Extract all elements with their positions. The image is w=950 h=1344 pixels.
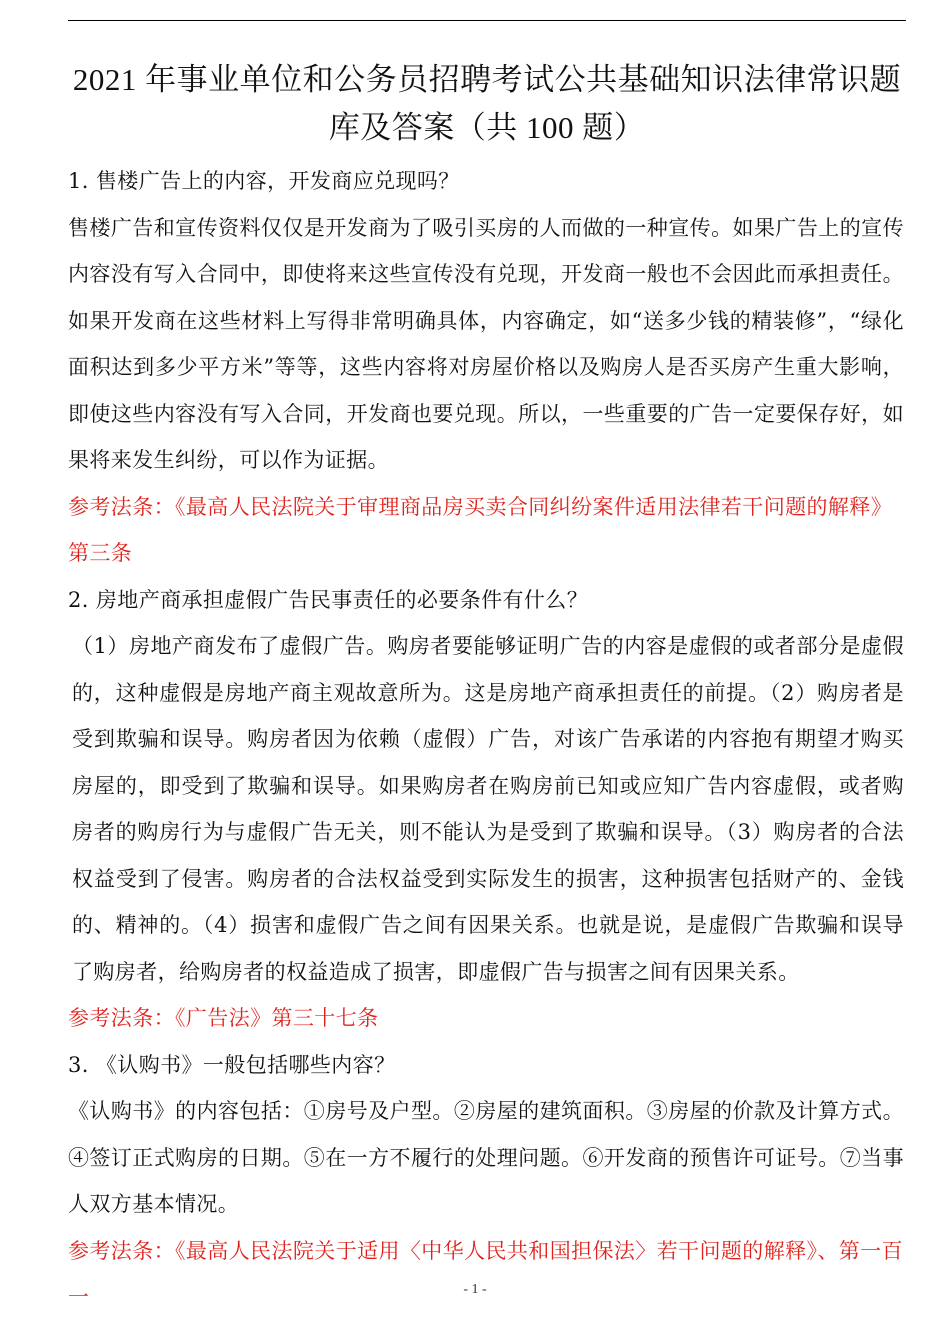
reference-law: 参考法条：《最高人民法院关于审理商品房买卖合同纠纷案件适用法律若干问题的解释》第三条: [68, 494, 893, 565]
title-line-1: 2021 年事业单位和公务员招聘考试公共基础知识法律常识题: [72, 62, 902, 97]
reference-law: 参考法条：《最高人民法院关于适用〈中华人民共和国担保法〉若干问题的解释》、第一百一: [68, 1238, 903, 1309]
page-number: - 1 -: [463, 1282, 487, 1297]
qa-item: [68, 1042, 904, 1321]
qa-item: [68, 577, 904, 1042]
question-text: 2. 房地产商承担虚假广告民事责任的必要条件有什么？: [68, 587, 589, 612]
document-body: [68, 158, 904, 1321]
reference-law: 参考法条：《广告法》第三十七条: [68, 1006, 379, 1030]
header-rule: [68, 20, 906, 21]
title-line-2: 库及答案（共 100 题）: [328, 110, 646, 145]
question-text: 3. 《认购书》一般包括哪些内容？: [68, 1052, 396, 1077]
qa-item: [68, 158, 904, 577]
document-title: [68, 56, 906, 152]
answer-text: 《认购书》的内容包括：①房号及户型。②房屋的建筑面积。③房屋的价款及计算方式。④签订正式购房的日期。⑤在一方不履行的处理问题。⑥开发商的预售许可证号。⑦当事人双方基本情况。: [68, 1099, 904, 1216]
question-text: 1. 售楼广告上的内容，开发商应兑现吗？: [68, 169, 460, 193]
answer-text: 售楼广告和宣传资料仅仅是开发商为了吸引买房的人而做的一种宣传。如果广告上的宣传内容没有写入合同中，即使将来这些宣传没有兑现，开发商一般也不会因此而承担责任。如果开发商在这些材料上写得非常明确具体，内容确定，如“送多少钱的精装修”，“绿化面积达到多少平方米”等等，这些内容将对房屋价格以及购房人是否买房产生重大影响，即使这些内容没有写入合同，开发商也要兑现。所以，一些重要的广告一定要保存好，如果将来发生纠纷，可以作为证据。: [68, 215, 904, 472]
answer-text: （1）房地产商发布了虚假广告。购房者要能够证明广告的内容是虚假的或者部分是虚假的，这种虚假是房地产商主观故意所为。这是房地产商承担责任的前提。（2）购房者是受到欺骗和误导。购房者因为依赖（虚假）广告，对该广告承诺的内容抱有期望才购买房屋的，即受到了欺骗和误导。如果购房者在购房前已知或应知广告内容虚假，或者购房者的购房行为与虚假广告无关，则不能认为是受到了欺骗和误导。（3）购房者的合法权益受到了侵害。购房者的合法权益受到实际发生的损害，这种损害包括财产的、金钱的、精神的。（4）损害和虚假广告之间有因果关系。也就是说，是虚假广告欺骗和误导了购房者，给购房者的权益造成了损害，即虚假广告与损害之间有因果关系。: [72, 634, 904, 984]
